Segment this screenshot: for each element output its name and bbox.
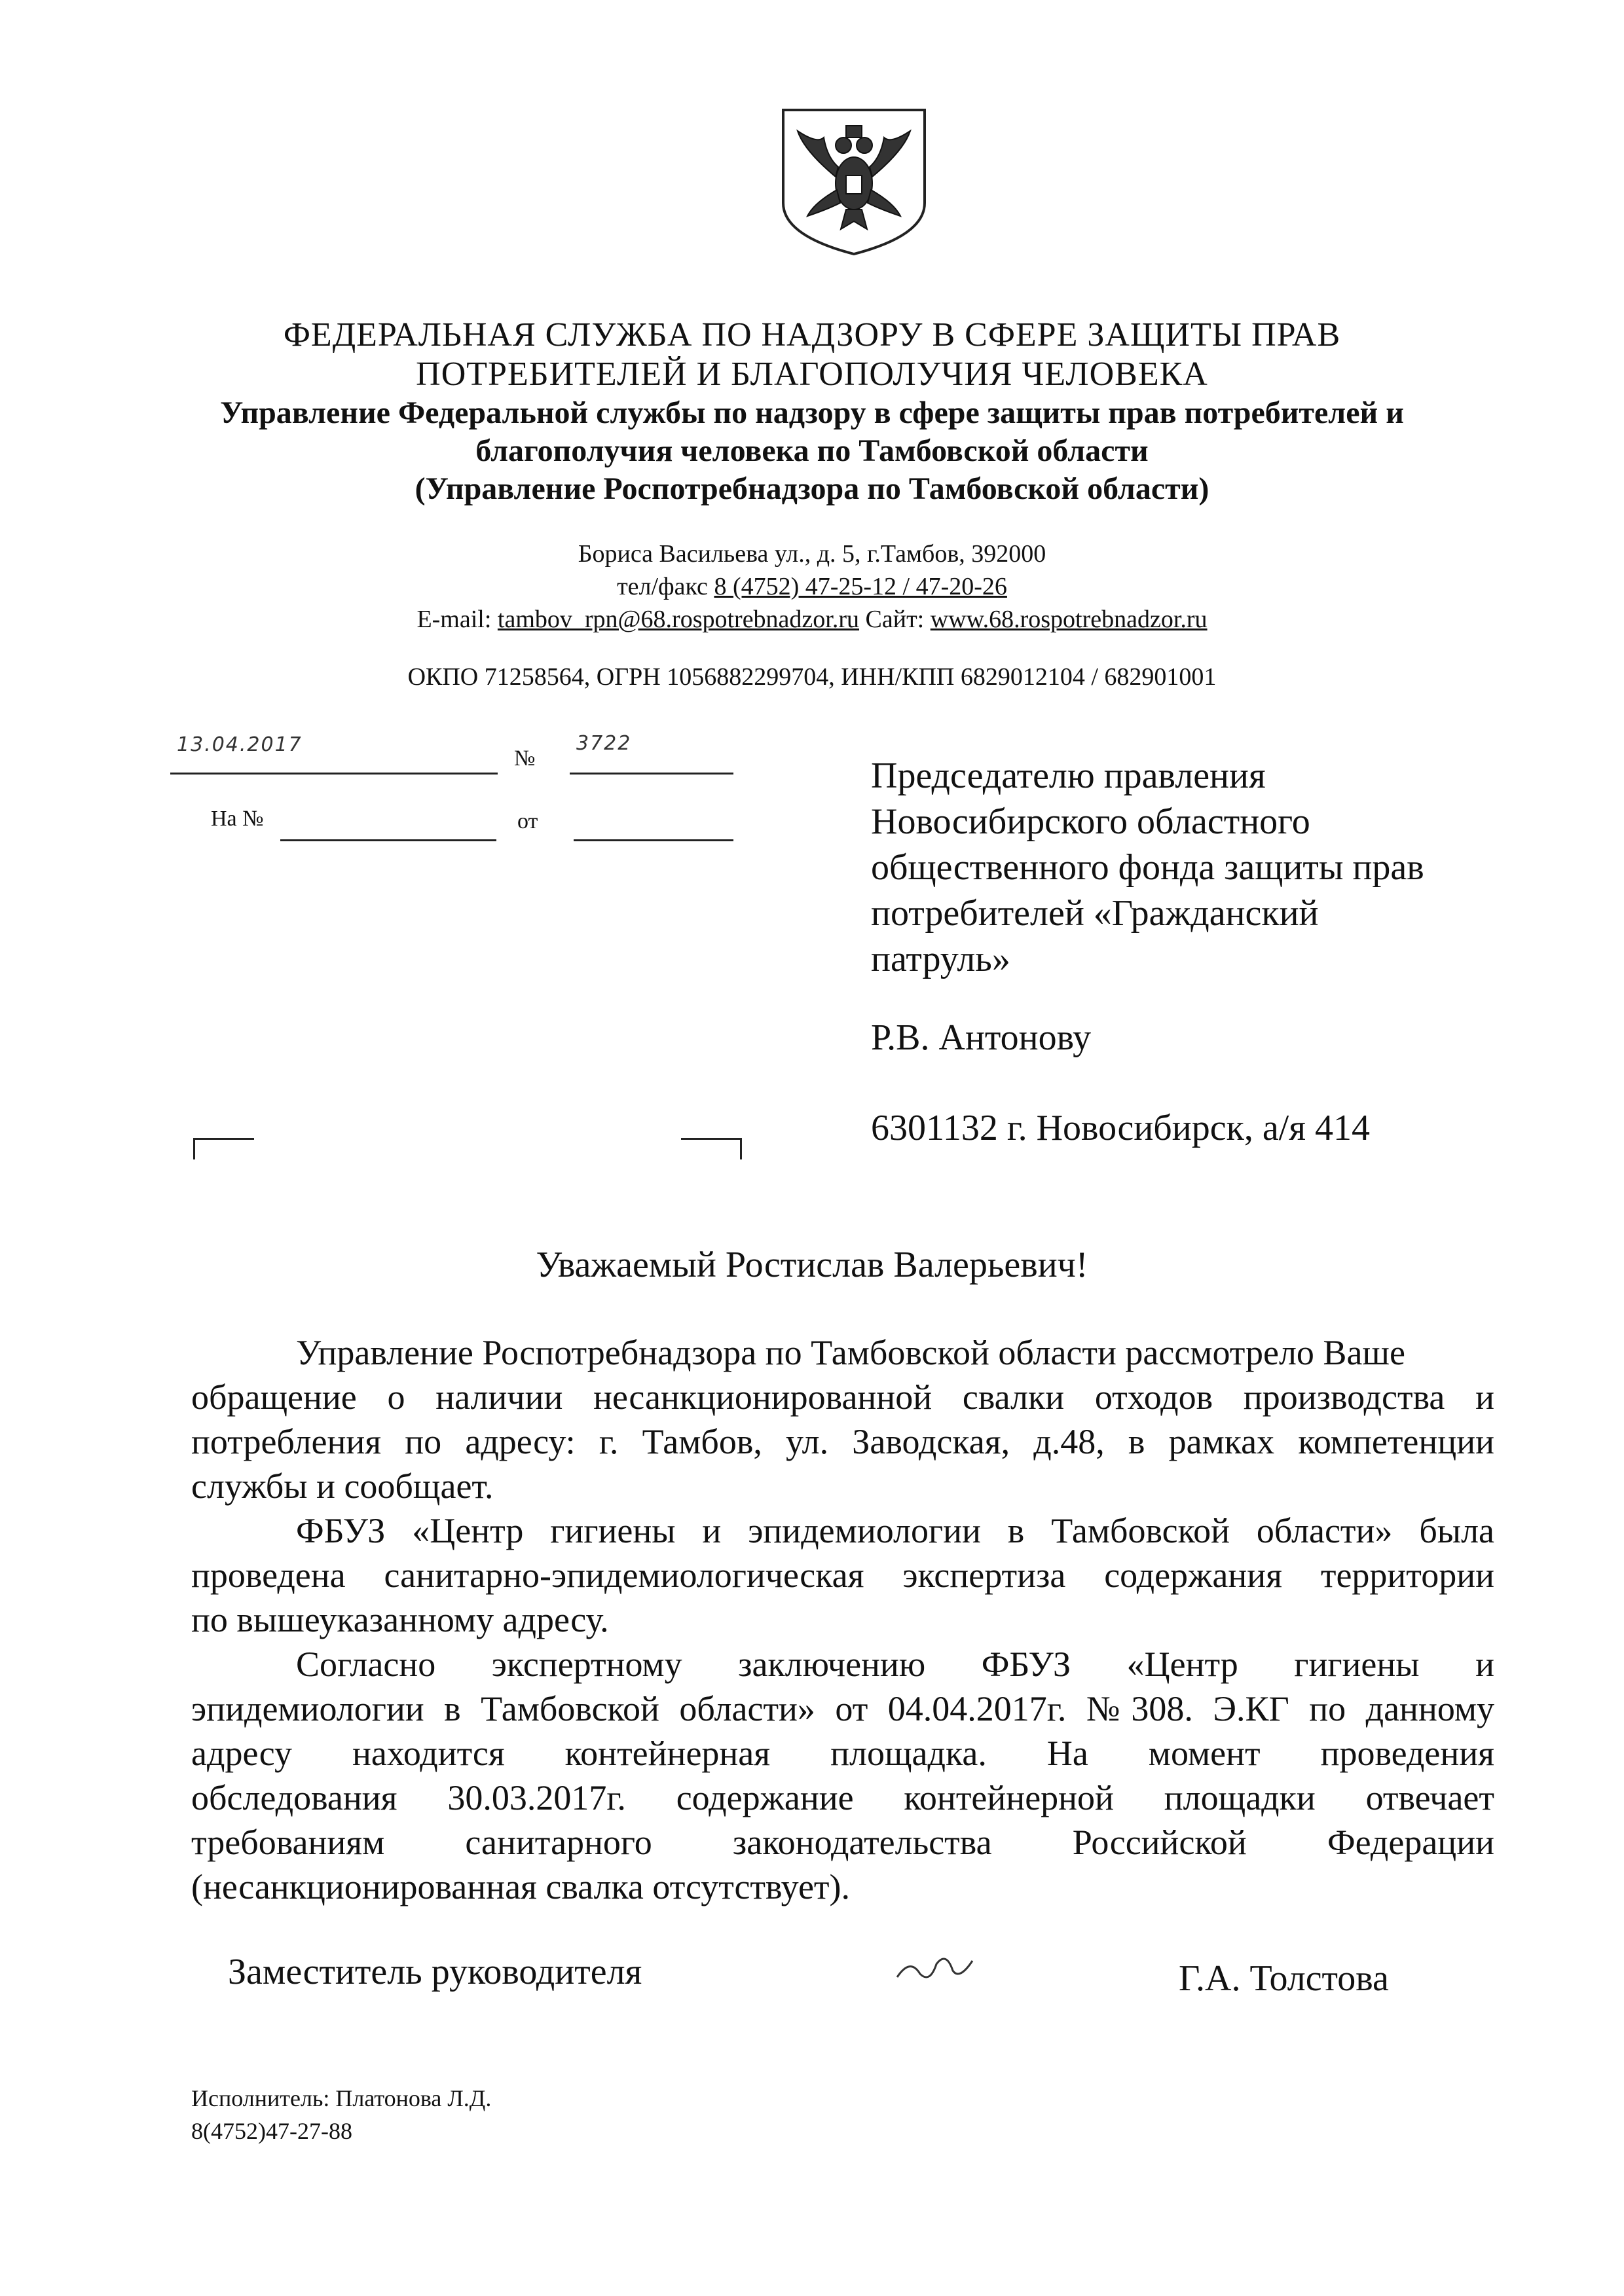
dept-line-2: благополучия человека по Тамбовской области xyxy=(475,433,1149,468)
executor-name: Исполнитель: Платонова Л.Д. xyxy=(191,2085,492,2111)
executor-phone: 8(4752)47-27-88 xyxy=(191,2118,352,2144)
reference-from-label: от xyxy=(517,809,538,833)
paragraph-2 xyxy=(191,1508,1494,1642)
signatory-position: Заместитель руководителя xyxy=(228,1952,642,1992)
phone-label: тел/факс xyxy=(617,573,714,600)
site-label: Сайт: xyxy=(859,606,931,633)
address-corner-right xyxy=(681,1138,742,1159)
agency-address: Бориса Васильева ул., д. 5, г.Тамбов, 392000 xyxy=(578,540,1046,568)
dept-line-3: (Управление Роспотребнадзора по Тамбовской области) xyxy=(415,471,1209,506)
site-link[interactable]: www.68.rospotrebnadzor.ru xyxy=(930,606,1208,633)
p3-line-4: обследования 30.03.2017г. содержание контейнерной площадки отвечает xyxy=(191,1778,1494,1817)
outgoing-date-handwritten: 13.04.2017 xyxy=(177,733,303,756)
agency-phone-row xyxy=(0,570,1624,604)
address-corner-left xyxy=(193,1138,254,1159)
addressee-line-4: потребителей «Гражданский xyxy=(871,893,1319,934)
paragraph-1 xyxy=(191,1330,1494,1508)
p1-line-3: потребления по адресу: г. Тамбов, ул. Заводская, д.48, в рамках компетенции xyxy=(191,1422,1494,1461)
agency-line-1: ФЕДЕРАЛЬНАЯ СЛУЖБА ПО НАДЗОРУ В СФЕРЕ ЗАЩИТЫ ПРАВ xyxy=(283,316,1341,354)
addressee-line-5: патруль» xyxy=(871,939,1010,979)
p3-line-5: требованиям санитарного законодательства Российской Федерации xyxy=(191,1823,1494,1862)
p2-line-1: ФБУЗ «Центр гигиены и эпидемиологии в Тамбовской области» была xyxy=(296,1511,1494,1550)
phone-number[interactable]: 8 (4752) 47-25-12 / 47-20-26 xyxy=(714,573,1007,600)
p3-line-1: Согласно экспертному заключению ФБУЗ «Центр гигиены и xyxy=(296,1645,1494,1684)
number-label: № xyxy=(514,746,536,771)
addressee-name: Р.В. Антонову xyxy=(871,1017,1092,1058)
date-line xyxy=(170,773,498,774)
dept-line-1: Управление Федеральной службы по надзору в сфере защиты прав потребителей и xyxy=(220,395,1404,430)
outgoing-number-handwritten: 3722 xyxy=(576,732,632,755)
addressee-line-2: Новосибирского областного xyxy=(871,801,1310,842)
p3-line-2: эпидемиологии в Тамбовской области» от 04.04.2017г. №308. Э.КГ по данному xyxy=(191,1689,1494,1728)
number-line xyxy=(570,773,733,774)
executor-block xyxy=(191,2082,491,2147)
coat-of-arms-emblem xyxy=(778,105,930,257)
signatory-name: Г.А. Толстова xyxy=(1179,1958,1389,1999)
email-label: E-mail: xyxy=(416,606,498,633)
addressee-line-1: Председателю правления xyxy=(871,756,1266,796)
agency-email-row xyxy=(0,602,1624,636)
reference-number-line xyxy=(280,839,496,841)
addressee-postal: 6301132 г. Новосибирск, а/я 414 xyxy=(871,1108,1370,1148)
p3-line-3: адресу находится контейнерная площадка. На момент проведения xyxy=(191,1734,1494,1773)
addressee-line-3: общественного фонда защиты прав xyxy=(871,847,1424,888)
p3-line-6: (несанкционированная свалка отсутствует). xyxy=(191,1867,851,1906)
reference-date-line xyxy=(574,839,733,841)
p1-line-1: Управление Роспотребнадзора по Тамбовской области рассмотрело Ваше xyxy=(296,1333,1405,1372)
paragraph-3 xyxy=(191,1642,1494,1909)
p1-line-2: обращение о наличии несанкционированной свалки отходов производства и xyxy=(191,1377,1494,1417)
reference-label: На № xyxy=(211,807,264,831)
addressee-block xyxy=(871,753,1526,982)
agency-codes: ОКПО 71258564, ОГРН 1056882299704, ИНН/КПП 6829012104 / 682901001 xyxy=(407,663,1217,691)
greeting: Уважаемый Ростислав Валерьевич! xyxy=(536,1245,1088,1285)
email-link[interactable]: tambov_rpn@68.rospotrebnadzor.ru xyxy=(497,606,860,633)
p2-line-2: проведена санитарно-эпидемиологическая экспертиза содержания территории xyxy=(191,1556,1494,1595)
agency-line-2: ПОТРЕБИТЕЛЕЙ И БЛАГОПОЛУЧИЯ ЧЕЛОВЕКА xyxy=(416,355,1208,393)
p2-line-3: по вышеуказанному адресу. xyxy=(191,1600,609,1639)
p1-line-4: службы и сообщает. xyxy=(191,1467,494,1506)
handwritten-signature xyxy=(891,1944,982,1990)
